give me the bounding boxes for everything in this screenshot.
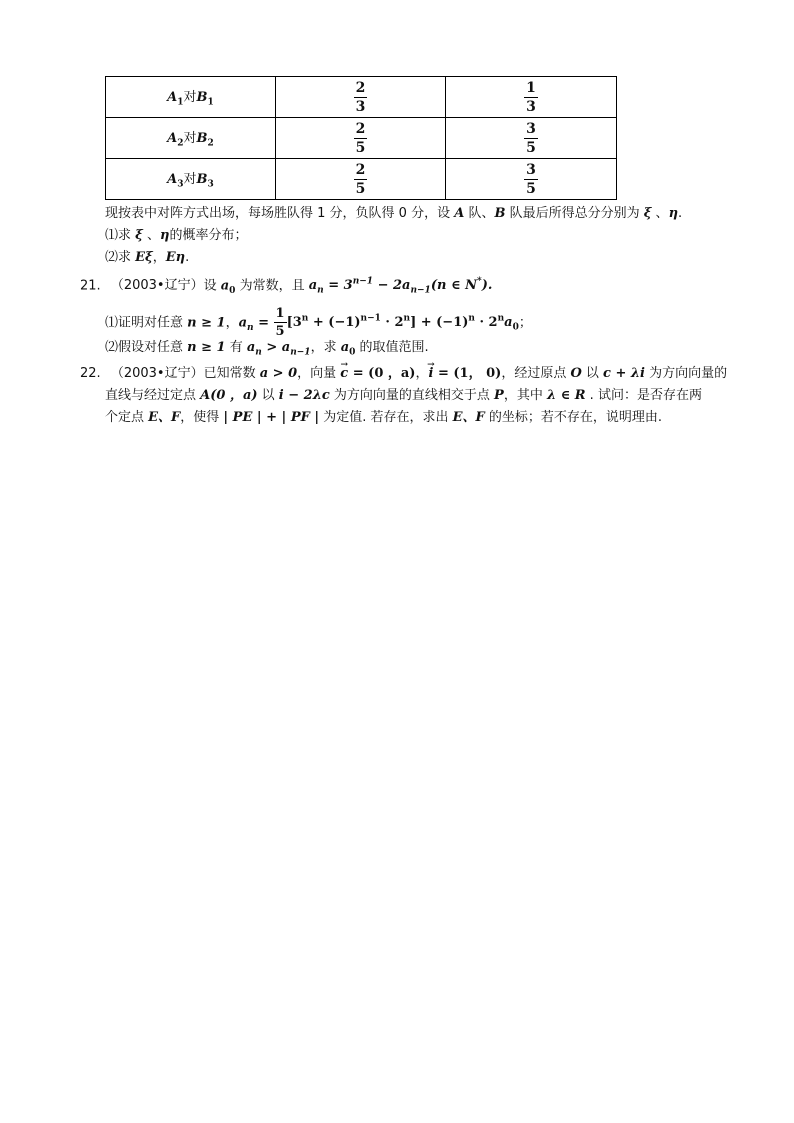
recurrence-formula — [308, 277, 493, 296]
denominator: 5 — [275, 324, 285, 340]
question-source: （2003•辽宁） — [110, 278, 204, 294]
superscript: n−1 — [360, 314, 381, 324]
superscript: n — [301, 314, 309, 324]
text: . — [185, 250, 190, 265]
text: 直线与经过定点 — [105, 388, 201, 403]
denominator: 5 — [355, 139, 366, 156]
var-xi: ξ — [135, 228, 143, 243]
numerator: 3 — [526, 161, 536, 178]
text: ，经过原点 — [501, 366, 571, 381]
subscript: 0 — [512, 322, 519, 333]
text: 为方向向量的 — [644, 366, 728, 381]
team-b-index: 2 — [207, 138, 214, 149]
question-number: 22. — [80, 366, 101, 381]
superscript: n — [403, 314, 411, 324]
direction-vector-1: c + λi — [603, 366, 645, 381]
vs-label: 对 — [183, 131, 197, 147]
var-xi: ξ — [643, 206, 652, 221]
question-number: 21. — [80, 278, 101, 294]
q22-line3 — [105, 408, 662, 428]
text: 队最后所得总分分别为 — [505, 206, 644, 221]
team-b-label: B — [196, 131, 208, 147]
matchup-cell — [106, 118, 276, 159]
text: 有 — [225, 340, 247, 355]
vector-i-value: = (1， 0) — [433, 366, 502, 381]
text: 的概率分布； — [169, 228, 248, 243]
expectation-xi: Eξ — [135, 250, 153, 265]
text: 为方向向量的直线相交于点 — [329, 388, 495, 403]
text: 队、 — [464, 206, 495, 221]
fraction — [354, 163, 368, 196]
fraction — [524, 163, 538, 196]
vs-label: 对 — [183, 90, 197, 106]
var-eta: η — [159, 228, 170, 243]
text: ，使得 — [180, 410, 224, 425]
text: (n ∈ N — [430, 278, 477, 294]
subscript: n — [317, 285, 324, 296]
matchup-cell — [106, 159, 276, 200]
text: 、 — [651, 206, 669, 221]
superscript: n — [497, 314, 505, 324]
subscript: 0 — [229, 285, 236, 296]
condition: a > 0 — [259, 366, 298, 381]
text: . 试问：是否存在两 — [585, 388, 702, 403]
text: · 2 — [380, 315, 404, 331]
subscript: n — [247, 322, 254, 333]
fraction — [274, 307, 287, 338]
text: ，其中 — [503, 388, 547, 403]
direction-vector-2: i − 2λc — [278, 388, 330, 403]
probability-cell — [446, 118, 617, 159]
text: ⑴求 — [105, 228, 136, 243]
superscript: n−1 — [352, 277, 374, 287]
text: ； — [518, 315, 532, 331]
probability-cell — [276, 77, 446, 118]
text: 已知常数 — [203, 366, 260, 381]
text: ，求 — [310, 340, 341, 355]
table-row — [106, 159, 617, 200]
text: ， — [415, 366, 429, 381]
text: 以 — [581, 366, 604, 381]
text: 为定值. 若存在，求出 — [319, 410, 453, 425]
text: 的取值范围. — [355, 340, 429, 355]
var-a0: a — [340, 340, 350, 355]
closed-formula — [286, 314, 519, 333]
team-a-label: A — [167, 131, 178, 147]
text: a — [308, 278, 318, 294]
numerator: 3 — [526, 120, 536, 137]
text: 、 — [142, 228, 160, 243]
denominator: 5 — [526, 139, 536, 156]
subscript: n — [255, 347, 262, 358]
distance-sum: | PE | + | PF | — [223, 410, 320, 425]
vector-c-value: = (0 ，a) — [348, 366, 416, 381]
points-ef: E、F — [148, 410, 181, 425]
superscript: n — [468, 314, 475, 324]
text: = — [253, 315, 274, 331]
table-row — [106, 77, 617, 118]
text: · 2 — [474, 315, 498, 331]
text: 个定点 — [105, 410, 149, 425]
denominator: 3 — [526, 98, 536, 115]
text: a — [246, 340, 256, 355]
probability-cell — [446, 77, 617, 118]
text: ，向量 — [297, 366, 341, 381]
fraction — [354, 81, 368, 114]
team-a-index: 1 — [177, 97, 184, 108]
matchup-probability-table — [105, 76, 617, 200]
vs-label: 对 — [183, 172, 197, 188]
q20-part1 — [105, 226, 247, 246]
vector-c: → c — [340, 364, 348, 384]
text: 设 — [203, 278, 221, 294]
text: ， — [152, 250, 166, 265]
numerator: 2 — [355, 161, 366, 178]
q20-intro — [105, 204, 682, 224]
subscript: n−1 — [290, 347, 311, 358]
text: . — [678, 206, 683, 221]
inequality — [246, 340, 311, 358]
numerator: 2 — [355, 79, 366, 96]
team-b-index: 1 — [207, 97, 214, 108]
fraction — [354, 122, 368, 155]
text: ⑵假设对任意 — [105, 340, 188, 355]
var-eta: η — [668, 206, 679, 221]
text: ). — [481, 278, 493, 294]
subscript: 0 — [349, 347, 356, 358]
team-a-label: A — [167, 172, 178, 188]
denominator: 3 — [355, 98, 366, 115]
numerator: 2 — [355, 120, 366, 137]
fraction — [524, 122, 538, 155]
text: 以 — [257, 388, 279, 403]
point-p: P — [494, 388, 504, 403]
fraction — [524, 81, 538, 114]
var-a0: a — [220, 278, 230, 294]
vector-i: → i — [428, 364, 433, 384]
text: + (−1) — [308, 315, 361, 331]
numerator: 1 — [275, 306, 285, 322]
table-row — [106, 118, 617, 159]
team-b-label: B — [196, 172, 208, 188]
denominator: 5 — [526, 180, 536, 197]
q20-part2 — [105, 248, 189, 268]
text: [3 — [286, 315, 302, 331]
q22-line1 — [80, 364, 727, 384]
text: = 3 — [323, 278, 353, 294]
q21-stem — [80, 272, 492, 301]
lambda-condition: λ ∈ R — [546, 388, 586, 403]
q22-line2 — [105, 386, 702, 406]
team-b-label: B — [196, 90, 208, 106]
text: 的坐标；若不存在，说明理由. — [484, 410, 663, 425]
var-a: A — [454, 206, 465, 221]
q21-part2 — [105, 338, 429, 363]
numerator: 1 — [526, 79, 536, 96]
question-source: （2003•辽宁） — [110, 366, 204, 381]
expectation-eta: Eη — [165, 250, 186, 265]
text: − 2a — [373, 278, 411, 294]
text: ⑵求 — [105, 250, 136, 265]
var-an: a — [238, 315, 248, 331]
condition: n ≥ 1 — [187, 315, 226, 331]
point-o: O — [570, 366, 582, 381]
text: 为常数，且 — [235, 278, 309, 294]
probability-cell — [276, 159, 446, 200]
team-a-index: 3 — [177, 179, 184, 190]
matchup-cell — [106, 77, 276, 118]
denominator: 5 — [355, 180, 366, 197]
points-ef: E、F — [452, 410, 485, 425]
var-a0: a — [504, 315, 513, 331]
probability-cell — [446, 159, 617, 200]
var-b: B — [494, 206, 506, 221]
text: > a — [261, 340, 291, 355]
text: ] + (−1) — [410, 315, 469, 331]
text: ⑴证明对任意 — [105, 315, 188, 331]
team-a-index: 2 — [177, 138, 184, 149]
point-a: A(0 ，a) — [200, 388, 258, 403]
condition: n ≥ 1 — [187, 340, 226, 355]
superscript: * — [477, 277, 482, 287]
subscript: n−1 — [410, 285, 431, 296]
probability-cell — [276, 118, 446, 159]
team-a-label: A — [167, 90, 178, 106]
team-b-index: 3 — [207, 179, 214, 190]
text: ， — [225, 315, 239, 331]
text: 现按表中对阵方式出场，每场胜队得 1 分，负队得 0 分，设 — [105, 206, 455, 221]
